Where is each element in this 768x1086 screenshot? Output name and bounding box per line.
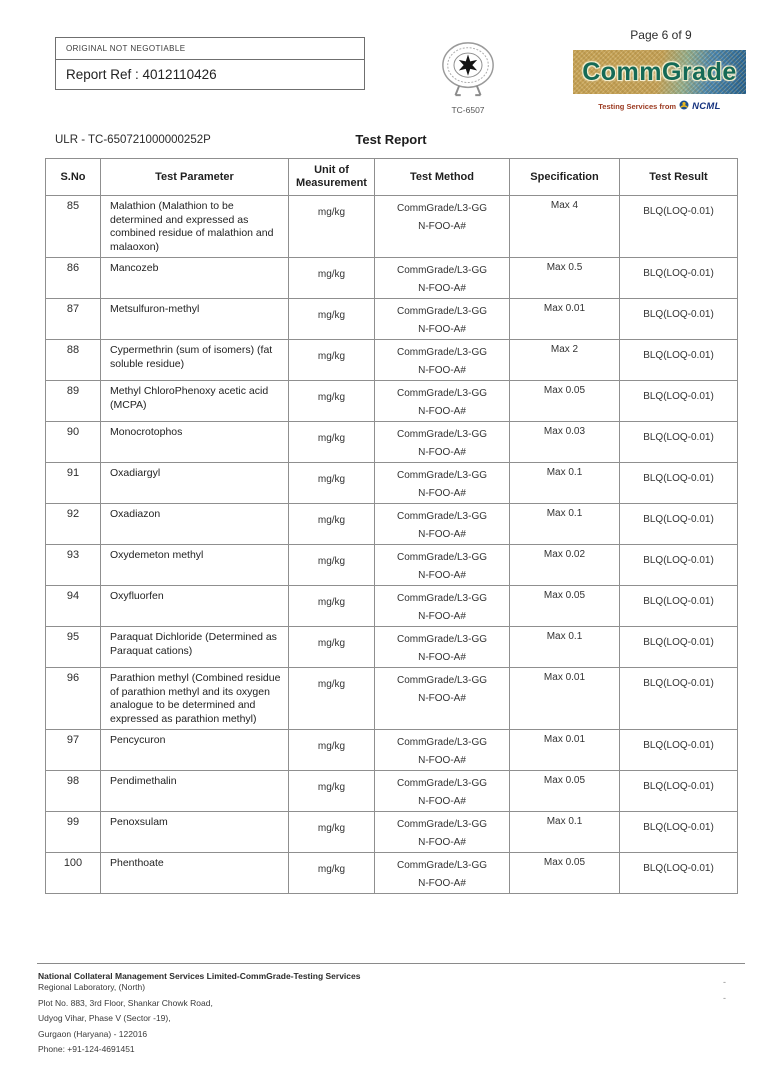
row-parameter: Metsulfuron-methyl [101, 299, 289, 340]
table-row [46, 668, 738, 730]
row-method [375, 340, 510, 381]
row-result: BLQ(LOQ-0.01) [620, 771, 738, 812]
row-specification: Max 0.05 [510, 853, 620, 894]
col-header-specification: Specification [510, 159, 620, 196]
row-method-line2: N-FOO-A# [418, 755, 466, 766]
row-method [375, 196, 510, 258]
table-row [46, 463, 738, 504]
row-result: BLQ(LOQ-0.01) [620, 463, 738, 504]
row-specification: Max 4 [510, 196, 620, 258]
row-sno: 96 [46, 668, 101, 730]
row-method-line1: CommGrade/L3-GG [396, 347, 488, 358]
row-method-line1: CommGrade/L3-GG [396, 429, 488, 440]
row-unit: mg/kg [289, 586, 375, 627]
ncml-logo-text: NCML [692, 100, 721, 112]
row-method [375, 463, 510, 504]
col-header-parameter: Test Parameter [101, 159, 289, 196]
table-row [46, 853, 738, 894]
row-method [375, 258, 510, 299]
row-unit: mg/kg [289, 812, 375, 853]
row-method-line2: N-FOO-A# [418, 488, 466, 499]
table-row [46, 258, 738, 299]
row-parameter: Parathion methyl (Combined residue of parathion methyl and its oxygen analogue to be determined and expressed as parathion methyl) [101, 668, 289, 730]
row-unit: mg/kg [289, 258, 375, 299]
row-specification: Max 0.03 [510, 422, 620, 463]
row-result: BLQ(LOQ-0.01) [620, 668, 738, 730]
row-method-line1: CommGrade/L3-GG [396, 470, 488, 481]
row-specification: Max 0.01 [510, 668, 620, 730]
row-method-line1: CommGrade/L3-GG [396, 593, 488, 604]
report-ref-box [55, 37, 365, 90]
commgrade-banner [573, 50, 746, 94]
row-sno: 100 [46, 853, 101, 894]
row-result: BLQ(LOQ-0.01) [620, 586, 738, 627]
row-parameter: Oxyfluorfen [101, 586, 289, 627]
row-method-line2: N-FOO-A# [418, 796, 466, 807]
row-parameter: Pencycuron [101, 730, 289, 771]
row-specification: Max 0.01 [510, 730, 620, 771]
row-specification: Max 0.01 [510, 299, 620, 340]
row-method-line2: N-FOO-A# [418, 529, 466, 540]
row-sno: 85 [46, 196, 101, 258]
table-header-row [46, 159, 738, 196]
row-parameter: Phenthoate [101, 853, 289, 894]
row-method-line1: CommGrade/L3-GG [396, 675, 488, 686]
row-sno: 93 [46, 545, 101, 586]
row-specification: Max 0.02 [510, 545, 620, 586]
row-unit: mg/kg [289, 463, 375, 504]
row-result: BLQ(LOQ-0.01) [620, 258, 738, 299]
row-method-line1: CommGrade/L3-GG [396, 265, 488, 276]
row-specification: Max 0.5 [510, 258, 620, 299]
row-sno: 95 [46, 627, 101, 668]
row-parameter: Pendimethalin [101, 771, 289, 812]
row-method [375, 730, 510, 771]
row-unit: mg/kg [289, 545, 375, 586]
table-row [46, 771, 738, 812]
table-row [46, 730, 738, 771]
row-unit: mg/kg [289, 196, 375, 258]
row-sno: 86 [46, 258, 101, 299]
row-parameter: Malathion (Malathion to be determined and expressed as combined residue of malathion and malaoxon) [101, 196, 289, 258]
row-specification: Max 0.05 [510, 771, 620, 812]
original-not-negotiable-label: ORIGINAL NOT NEGOTIABLE [56, 38, 364, 60]
row-sno: 87 [46, 299, 101, 340]
row-parameter: Oxadiargyl [101, 463, 289, 504]
seal-emblem-icon [437, 85, 499, 102]
row-method [375, 422, 510, 463]
results-table-wrap [45, 158, 737, 894]
row-method-line2: N-FOO-A# [418, 365, 466, 376]
table-row [46, 299, 738, 340]
row-method-line1: CommGrade/L3-GG [396, 860, 488, 871]
row-result: BLQ(LOQ-0.01) [620, 422, 738, 463]
footer-side-mark: - [723, 977, 726, 987]
tagline-text: Testing Services from [598, 101, 677, 111]
row-specification: Max 0.05 [510, 586, 620, 627]
row-result: BLQ(LOQ-0.01) [620, 381, 738, 422]
table-row [46, 627, 738, 668]
row-method-line1: CommGrade/L3-GG [396, 511, 488, 522]
row-result: BLQ(LOQ-0.01) [620, 299, 738, 340]
row-sno: 97 [46, 730, 101, 771]
row-method-line1: CommGrade/L3-GG [396, 388, 488, 399]
row-method-line2: N-FOO-A# [418, 324, 466, 335]
row-parameter: Penoxsulam [101, 812, 289, 853]
row-unit: mg/kg [289, 340, 375, 381]
ncml-globe-icon [679, 97, 689, 115]
row-parameter: Cypermethrin (sum of isomers) (fat soluble residue) [101, 340, 289, 381]
accreditation-seal [436, 40, 500, 115]
row-method [375, 299, 510, 340]
row-sno: 98 [46, 771, 101, 812]
table-row [46, 504, 738, 545]
footer-side-mark: - [723, 993, 726, 1003]
footer-line: Udyog Vihar, Phase V (Sector -19), [38, 1013, 171, 1023]
row-method-line1: CommGrade/L3-GG [396, 306, 488, 317]
row-sno: 94 [46, 586, 101, 627]
row-method [375, 545, 510, 586]
row-unit: mg/kg [289, 627, 375, 668]
row-parameter: Mancozeb [101, 258, 289, 299]
row-unit: mg/kg [289, 668, 375, 730]
row-method [375, 812, 510, 853]
row-sno: 90 [46, 422, 101, 463]
row-unit: mg/kg [289, 730, 375, 771]
row-method [375, 504, 510, 545]
row-parameter: Oxadiazon [101, 504, 289, 545]
row-method-line1: CommGrade/L3-GG [396, 819, 488, 830]
ulr-number: ULR - TC-650721000000252P [55, 134, 211, 146]
row-unit: mg/kg [289, 771, 375, 812]
row-unit: mg/kg [289, 504, 375, 545]
row-parameter: Monocrotophos [101, 422, 289, 463]
row-method [375, 381, 510, 422]
row-result: BLQ(LOQ-0.01) [620, 627, 738, 668]
row-method-line2: N-FOO-A# [418, 878, 466, 889]
table-row [46, 812, 738, 853]
row-method-line2: N-FOO-A# [418, 283, 466, 294]
table-row [46, 340, 738, 381]
row-unit: mg/kg [289, 422, 375, 463]
table-row [46, 545, 738, 586]
row-method [375, 771, 510, 812]
seal-label: TC-6507 [451, 105, 485, 115]
commgrade-logo: CommGrade [582, 57, 737, 86]
report-ref: Report Ref : 4012110426 [66, 67, 217, 82]
row-method-line2: N-FOO-A# [418, 652, 466, 663]
footer-line: Gurgaon (Haryana) - 122016 [38, 1028, 148, 1039]
row-sno: 89 [46, 381, 101, 422]
report-title: Test Report [355, 132, 427, 147]
row-sno: 88 [46, 340, 101, 381]
col-header-result: Test Result [620, 159, 738, 196]
col-header-unit: Unit of Measurement [289, 159, 375, 196]
row-method-line2: N-FOO-A# [418, 611, 466, 622]
row-method [375, 627, 510, 668]
row-result: BLQ(LOQ-0.01) [620, 504, 738, 545]
table-row [46, 196, 738, 258]
footer-line: Plot No. 883, 3rd Floor, Shankar Chowk Road, [38, 997, 213, 1008]
row-result: BLQ(LOQ-0.01) [620, 545, 738, 586]
row-unit: mg/kg [289, 299, 375, 340]
row-sno: 99 [46, 812, 101, 853]
row-specification: Max 0.05 [510, 381, 620, 422]
footer-address-block [38, 971, 638, 1060]
row-method-line1: CommGrade/L3-GG [396, 552, 488, 563]
col-header-sno: S.No [46, 159, 101, 196]
row-specification: Max 2 [510, 340, 620, 381]
footer-company-name: National Collateral Management Services Limited-CommGrade-Testing Services [38, 971, 361, 981]
row-result: BLQ(LOQ-0.01) [620, 812, 738, 853]
row-specification: Max 0.1 [510, 812, 620, 853]
table-row [46, 586, 738, 627]
row-method-line2: N-FOO-A# [418, 837, 466, 848]
col-header-method: Test Method [375, 159, 510, 196]
table-body [46, 196, 738, 894]
row-specification: Max 0.1 [510, 463, 620, 504]
row-result: BLQ(LOQ-0.01) [620, 730, 738, 771]
row-result: BLQ(LOQ-0.01) [620, 196, 738, 258]
row-method-line2: N-FOO-A# [418, 221, 466, 232]
row-method-line2: N-FOO-A# [418, 570, 466, 581]
row-result: BLQ(LOQ-0.01) [620, 853, 738, 894]
table-row [46, 381, 738, 422]
row-method [375, 668, 510, 730]
row-method-line1: CommGrade/L3-GG [396, 634, 488, 645]
row-parameter: Methyl ChloroPhenoxy acetic acid (MCPA) [101, 381, 289, 422]
footer-divider [37, 963, 745, 964]
row-parameter: Paraquat Dichloride (Determined as Paraquat cations) [101, 627, 289, 668]
results-table [45, 158, 738, 894]
page-number: Page 6 of 9 [630, 28, 692, 42]
row-unit: mg/kg [289, 853, 375, 894]
row-specification: Max 0.1 [510, 627, 620, 668]
row-method-line1: CommGrade/L3-GG [396, 778, 488, 789]
footer-line: Regional Laboratory, (North) [38, 982, 146, 992]
row-sno: 91 [46, 463, 101, 504]
row-method-line2: N-FOO-A# [418, 406, 466, 417]
row-method [375, 586, 510, 627]
row-result: BLQ(LOQ-0.01) [620, 340, 738, 381]
row-method-line1: CommGrade/L3-GG [396, 203, 488, 214]
row-method-line2: N-FOO-A# [418, 693, 466, 704]
brand-tagline [573, 97, 746, 115]
row-unit: mg/kg [289, 381, 375, 422]
table-row [46, 422, 738, 463]
row-method-line2: N-FOO-A# [418, 447, 466, 458]
row-specification: Max 0.1 [510, 504, 620, 545]
row-method [375, 853, 510, 894]
footer-line: Phone: +91-124-4691451 [38, 1044, 135, 1054]
row-parameter: Oxydemeton methyl [101, 545, 289, 586]
row-method-line1: CommGrade/L3-GG [396, 737, 488, 748]
row-sno: 92 [46, 504, 101, 545]
